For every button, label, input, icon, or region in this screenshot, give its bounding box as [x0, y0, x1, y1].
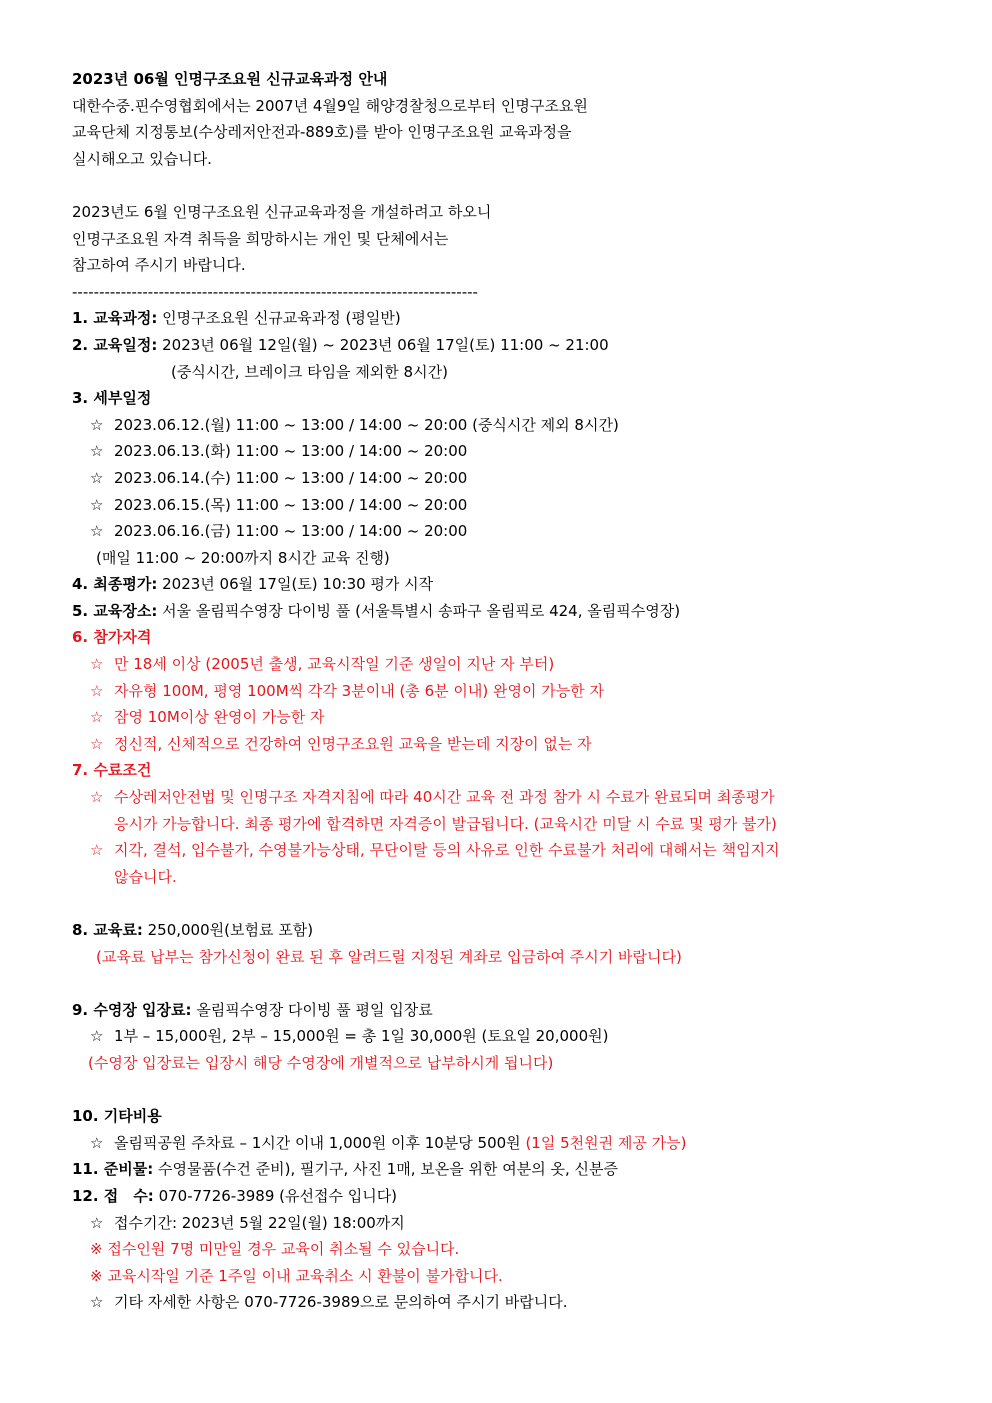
document-page	[72, 66, 932, 1316]
list-item: ☆ 자유형 100M, 평영 100M씩 각각 3분이내 (총 6분 이내) 완영이 가능한 자	[72, 678, 932, 705]
intro-line: 인명구조요원 자격 취득을 희망하시는 개인 및 단체에서는	[72, 229, 449, 248]
section-value: 070-7726-3989 (유선접수 입니다)	[158, 1186, 398, 1205]
list-item: ☆ 2023.06.13.(화) 11:00 ~ 13:00 / 14:00 ~ 20:00	[72, 438, 932, 465]
section-completion-label: 7. 수료조건	[72, 761, 152, 780]
warning-item: ※ 교육시작일 기준 1주일 이내 교육취소 시 환불이 불가합니다.	[90, 1266, 503, 1285]
section-schedule	[72, 332, 932, 359]
intro-line: 실시해오고 있습니다.	[72, 149, 212, 168]
section-other-costs-label: 10. 기타비용	[72, 1107, 162, 1126]
star-icon: ☆	[90, 495, 104, 514]
section-label: 4. 최종평가:	[72, 575, 158, 594]
list-item: ☆ 만 18세 이상 (2005년 출생, 교육시작일 기준 생일이 지난 자 부터)	[72, 651, 932, 678]
pool-fee-note: (수영장 입장료는 입장시 해당 수영장에 개별적으로 납부하시게 됩니다)	[88, 1053, 554, 1072]
star-icon: ☆	[90, 1133, 104, 1152]
fee-note: (교육료 납부는 참가신청이 완료 된 후 알려드릴 지정된 계좌로 입금하여 주시기 바랍니다)	[96, 947, 682, 966]
list-item: ☆ 올림픽공원 주차료 – 1시간 이내 1,000원 이후 10분당 500원 (1일 5천원권 제공 가능)	[72, 1130, 932, 1157]
star-icon: ☆	[90, 468, 104, 487]
intro-line: 2023년도 6월 인명구조요원 신규교육과정을 개설하려고 하오니	[72, 202, 492, 221]
section-final-eval	[72, 571, 932, 598]
section-value: 인명구조요원 신규교육과정 (평일반)	[162, 309, 401, 328]
spacer	[72, 890, 932, 917]
section-label: 8. 교육료:	[72, 921, 143, 939]
section-value: 서울 올림픽수영장 다이빙 풀 (서울특별시 송파구 올림픽로 424, 올림픽수영장)	[162, 601, 681, 620]
section-supplies	[72, 1156, 932, 1183]
schedule-note: (중식시간, 브레이크 타임을 제외한 8시간)	[171, 362, 448, 381]
star-icon: ☆	[90, 522, 104, 541]
detail-note: (매일 11:00 ~ 20:00까지 8시간 교육 진행)	[96, 548, 390, 567]
list-item: ☆ 2023.06.12.(월) 11:00 ~ 13:00 / 14:00 ~ 20:00 (중식시간 제외 8시간)	[72, 412, 932, 439]
section-label: 9. 수영장 입장료:	[72, 1000, 192, 1019]
star-icon: ☆	[90, 1213, 104, 1232]
section-value: 수영물품(수건 준비), 필기구, 사진 1매, 보온을 위한 여분의 옷, 신분증	[158, 1160, 619, 1179]
section-label: 2. 교육일정:	[72, 335, 158, 354]
spacer	[72, 1077, 932, 1104]
section-label: 11. 준비물:	[72, 1160, 154, 1179]
list-item: ☆ 2023.06.14.(수) 11:00 ~ 13:00 / 14:00 ~ 20:00	[72, 465, 932, 492]
list-item: ☆ 정신적, 신체적으로 건강하여 인명구조요원 교육을 받는데 지장이 없는 자	[72, 731, 932, 758]
spacer	[72, 970, 932, 997]
list-item: ☆ 1부 – 15,000원, 2부 – 15,000원 = 총 1일 30,000원 (토요일 20,000원)	[72, 1023, 932, 1050]
star-icon: ☆	[90, 655, 104, 674]
section-eligibility-label: 6. 참가자격	[72, 628, 152, 647]
list-item-continued: 않습니다.	[114, 867, 177, 886]
intro-line: 교육단체 지정통보(수상레저안전과-889호)를 받아 인명구조요원 교육과정을	[72, 123, 572, 142]
section-fee	[72, 917, 932, 944]
star-icon: ☆	[90, 841, 104, 860]
star-icon: ☆	[90, 1293, 104, 1312]
star-icon: ☆	[90, 708, 104, 727]
list-item-continued: 응시가 가능합니다. 최종 평가에 합격하면 자격증이 발급됩니다. (교육시간 미달 시 수료 및 평가 불가)	[114, 814, 777, 833]
list-item: ☆ 잠영 10M이상 완영이 가능한 자	[72, 704, 932, 731]
list-item: ☆ 수상레저안전법 및 인명구조 자격지침에 따라 40시간 교육 전 과정 참가 시 수료가 완료되며 최종평가	[72, 784, 932, 811]
section-location	[72, 598, 932, 625]
section-label: 12. 접 수:	[72, 1186, 154, 1205]
section-value: 2023년 06월 17일(토) 10:30 평가 시작	[162, 575, 434, 594]
star-icon: ☆	[90, 415, 104, 434]
list-item: ☆ 2023.06.16.(금) 11:00 ~ 13:00 / 14:00 ~ 20:00	[72, 518, 932, 545]
star-icon: ☆	[90, 788, 104, 807]
section-label: 1. 교육과정:	[72, 309, 158, 328]
intro-line: 대한수중.핀수영협회에서는 2007년 4월9일 해양경찰청으로부터 인명구조요원	[72, 96, 588, 115]
section-label: 5. 교육장소:	[72, 601, 158, 620]
section-detail-label: 3. 세부일정	[72, 389, 152, 408]
list-item: ☆ 2023.06.15.(목) 11:00 ~ 13:00 / 14:00 ~ 20:00	[72, 492, 932, 519]
section-pool-fee	[72, 997, 932, 1024]
section-value: 2023년 06월 12일(월) ~ 2023년 06월 17일(토) 11:00 ~ 21:00	[162, 335, 609, 354]
divider: ---------------------------------------------------------------------------	[72, 282, 478, 301]
page-title: 2023년 06월 인명구조요원 신규교육과정 안내	[72, 70, 388, 88]
intro-line: 참고하여 주시기 바랍니다.	[72, 256, 246, 275]
star-icon: ☆	[90, 681, 104, 700]
section-value: 250,000원(보험료 포함)	[147, 921, 314, 939]
spacer	[72, 172, 932, 199]
list-item: ☆ 기타 자세한 사항은 070-7726-3989으로 문의하여 주시기 바랍니다.	[72, 1289, 932, 1316]
section-value: 올림픽수영장 다이빙 풀 평일 입장료	[196, 1000, 433, 1019]
star-icon: ☆	[90, 442, 104, 461]
warning-item: ※ 접수인원 7명 미만일 경우 교육이 취소될 수 있습니다.	[90, 1240, 460, 1259]
parking-note: (1일 5천원권 제공 가능)	[525, 1133, 687, 1152]
star-icon: ☆	[90, 1027, 104, 1046]
list-item: ☆ 접수기간: 2023년 5월 22일(월) 18:00까지	[72, 1210, 932, 1237]
list-item: ☆ 지각, 결석, 입수불가, 수영불가능상태, 무단이탈 등의 사유로 인한 수료불가 처리에 대해서는 책임지지	[72, 837, 932, 864]
section-course	[72, 305, 932, 332]
star-icon: ☆	[90, 734, 104, 753]
section-registration	[72, 1183, 932, 1210]
